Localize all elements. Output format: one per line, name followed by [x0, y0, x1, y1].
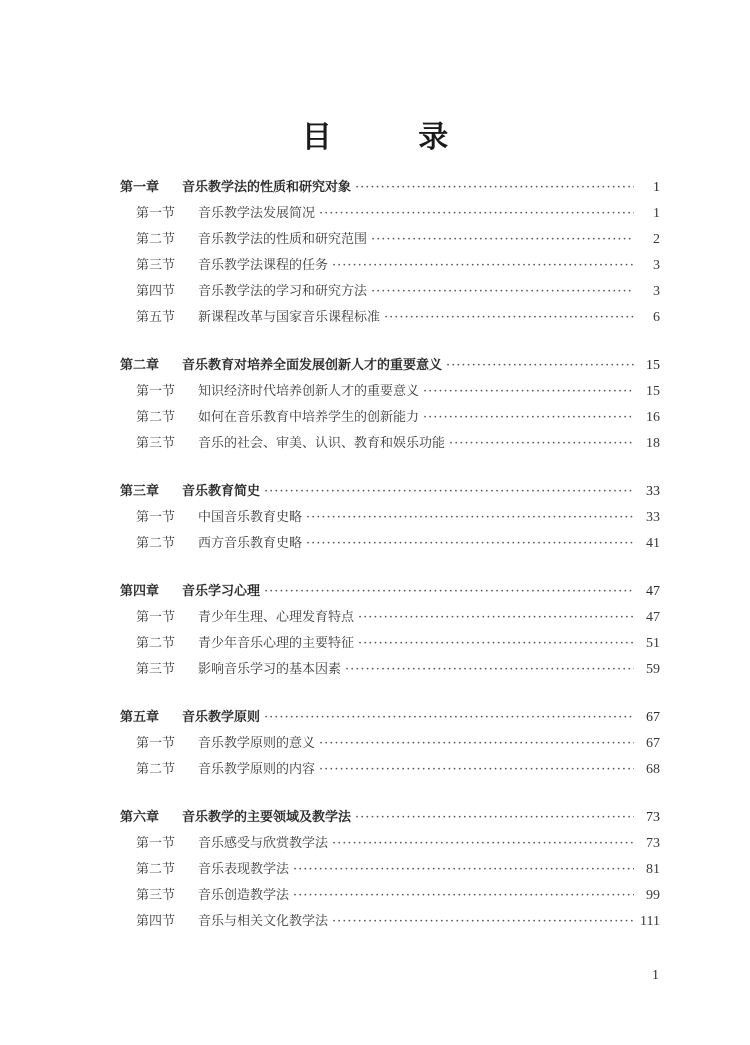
- dot-leader: [371, 232, 634, 247]
- toc-chapter-page: 33: [646, 484, 660, 499]
- dot-leader: [332, 258, 634, 273]
- toc-section-title: 音乐教学原则的内容: [198, 762, 316, 777]
- toc-section-label: 第一节: [136, 384, 176, 399]
- toc-section[interactable]: [120, 532, 660, 558]
- toc-section-label: 第一节: [136, 736, 176, 751]
- toc-section[interactable]: [120, 758, 660, 784]
- toc-section-title: 青少年生理、心理发育特点: [198, 610, 355, 625]
- chapter-block: [120, 580, 660, 684]
- toc-section-title: 中国音乐教育史略: [198, 510, 303, 525]
- toc-chapter-label: 第六章: [120, 810, 160, 825]
- toc-section[interactable]: [120, 884, 660, 910]
- dot-leader: [355, 180, 634, 195]
- toc-chapter-label: 第五章: [120, 710, 160, 725]
- toc-section[interactable]: [120, 432, 660, 458]
- toc-section-label: 第三节: [136, 662, 176, 677]
- toc-section[interactable]: [120, 380, 660, 406]
- toc-section-title: 音乐教学原则的意义: [198, 736, 316, 751]
- chapter-block: [120, 706, 660, 784]
- toc-chapter-label: 第四章: [120, 584, 160, 599]
- toc-section-title: 音乐教学法的性质和研究范围: [198, 232, 368, 247]
- toc-chapter-page: 1: [653, 180, 660, 195]
- toc-section-title: 知识经济时代培养创新人才的重要意义: [198, 384, 420, 399]
- toc-section-page: 16: [646, 410, 660, 425]
- chapter-block: [120, 176, 660, 332]
- toc-section-page: 59: [646, 662, 660, 677]
- toc-section-page: 18: [646, 436, 660, 451]
- toc-section-page: 51: [646, 636, 660, 651]
- dot-leader: [293, 888, 634, 903]
- toc-section-label: 第三节: [136, 436, 176, 451]
- dot-leader: [264, 584, 634, 599]
- dot-leader: [355, 810, 634, 825]
- toc-section-title: 音乐与相关文化教学法: [198, 914, 329, 929]
- toc-section-title: 音乐教学法课程的任务: [198, 258, 329, 273]
- toc-chapter-label: 第一章: [120, 180, 160, 195]
- toc-section[interactable]: [120, 606, 660, 632]
- toc-section-page: 3: [653, 258, 660, 273]
- toc-section-title: 音乐表现教学法: [198, 862, 290, 877]
- toc-section-page: 6: [653, 310, 660, 325]
- page-number: 1: [652, 968, 659, 983]
- toc-section-label: 第二节: [136, 762, 176, 777]
- toc-chapter-label: 第三章: [120, 484, 160, 499]
- toc-section-title: 如何在音乐教育中培养学生的创新能力: [198, 410, 420, 425]
- toc-chapter[interactable]: [120, 706, 660, 732]
- toc-section-label: 第四节: [136, 914, 176, 929]
- toc-section-label: 第二节: [136, 410, 176, 425]
- toc-section-title: 音乐的社会、审美、认识、教育和娱乐功能: [198, 436, 446, 451]
- toc-section-title: 西方音乐教育史略: [198, 536, 303, 551]
- toc-section-page: 33: [646, 510, 660, 525]
- toc-section-title: 音乐感受与欣赏教学法: [198, 836, 329, 851]
- dot-leader: [345, 662, 634, 677]
- dot-leader: [423, 410, 634, 425]
- toc-section-label: 第一节: [136, 206, 176, 221]
- toc-section[interactable]: [120, 254, 660, 280]
- toc-chapter-page: 67: [646, 710, 660, 725]
- toc-section[interactable]: [120, 306, 660, 332]
- toc-section-page: 1: [653, 206, 660, 221]
- dot-leader: [319, 736, 634, 751]
- toc-section-title: 新课程改革与国家音乐课程标准: [198, 310, 381, 325]
- dot-leader: [358, 636, 634, 651]
- toc-section-page: 81: [646, 862, 660, 877]
- toc-section[interactable]: [120, 858, 660, 884]
- toc-section-title: 青少年音乐心理的主要特征: [198, 636, 355, 651]
- toc-section[interactable]: [120, 658, 660, 684]
- dot-leader: [358, 610, 634, 625]
- dot-leader: [306, 510, 634, 525]
- toc-chapter-label: 第二章: [120, 358, 160, 373]
- toc-section-page: 99: [646, 888, 660, 903]
- dot-leader: [446, 358, 634, 373]
- toc-chapter-page: 15: [646, 358, 660, 373]
- toc-chapter[interactable]: [120, 806, 660, 832]
- dot-leader: [264, 484, 634, 499]
- toc-section-title: 音乐教学法的学习和研究方法: [198, 284, 368, 299]
- dot-leader: [306, 536, 634, 551]
- toc-section-label: 第二节: [136, 536, 176, 551]
- toc-section-title: 音乐创造教学法: [198, 888, 290, 903]
- dot-leader: [319, 206, 634, 221]
- toc-section[interactable]: [120, 406, 660, 432]
- toc-section-label: 第四节: [136, 284, 176, 299]
- toc-section-page: 67: [646, 736, 660, 751]
- toc-section-page: 73: [646, 836, 660, 851]
- toc-section[interactable]: [120, 506, 660, 532]
- toc-section-label: 第三节: [136, 258, 176, 273]
- toc-section-page: 47: [646, 610, 660, 625]
- chapter-block: [120, 480, 660, 558]
- dot-leader: [384, 310, 634, 325]
- toc-section-page: 41: [646, 536, 660, 551]
- toc-chapter[interactable]: [120, 354, 660, 380]
- toc-section-label: 第二节: [136, 232, 176, 247]
- toc-section[interactable]: [120, 202, 660, 228]
- chapter-block: [120, 354, 660, 458]
- toc-section-page: 111: [640, 914, 660, 929]
- toc-section-label: 第一节: [136, 610, 176, 625]
- toc-section-title: 影响音乐学习的基本因素: [198, 662, 342, 677]
- toc-chapter-title: 音乐教学的主要领域及教学法: [182, 810, 352, 825]
- toc-section[interactable]: [120, 832, 660, 858]
- toc-section-page: 68: [646, 762, 660, 777]
- toc-chapter[interactable]: [120, 176, 660, 202]
- toc-section[interactable]: [120, 228, 660, 254]
- toc-section-label: 第五节: [136, 310, 176, 325]
- dot-leader: [332, 914, 634, 929]
- dot-leader: [332, 836, 634, 851]
- page-title: 目 录: [301, 120, 487, 155]
- dot-leader: [319, 762, 634, 777]
- toc-chapter-page: 47: [646, 584, 660, 599]
- toc-chapter-title: 音乐教育对培养全面发展创新人才的重要意义: [182, 358, 443, 373]
- toc-section[interactable]: [120, 732, 660, 758]
- toc-section-label: 第一节: [136, 836, 176, 851]
- dot-leader: [423, 384, 634, 399]
- toc-section-page: 15: [646, 384, 660, 399]
- toc-chapter[interactable]: [120, 580, 660, 606]
- toc-chapter-title: 音乐学习心理: [182, 584, 261, 599]
- toc-section-label: 第二节: [136, 636, 176, 651]
- toc-chapter-title: 音乐教学法的性质和研究对象: [182, 180, 352, 195]
- toc-section[interactable]: [120, 632, 660, 658]
- toc-section-page: 3: [653, 284, 660, 299]
- toc-section-label: 第二节: [136, 862, 176, 877]
- dot-leader: [293, 862, 634, 877]
- toc-chapter-page: 73: [646, 810, 660, 825]
- toc-chapter[interactable]: [120, 480, 660, 506]
- chapter-block: [120, 806, 660, 936]
- toc-section[interactable]: [120, 910, 660, 936]
- toc-section-label: 第一节: [136, 510, 176, 525]
- toc-section-label: 第三节: [136, 888, 176, 903]
- toc-chapter-title: 音乐教育简史: [182, 484, 261, 499]
- toc-section-page: 2: [653, 232, 660, 247]
- toc-section-title: 音乐教学法发展简况: [198, 206, 316, 221]
- dot-leader: [264, 710, 634, 725]
- table-of-contents: [120, 176, 660, 958]
- toc-section[interactable]: [120, 280, 660, 306]
- dot-leader: [449, 436, 634, 451]
- toc-chapter-title: 音乐教学原则: [182, 710, 261, 725]
- dot-leader: [371, 284, 634, 299]
